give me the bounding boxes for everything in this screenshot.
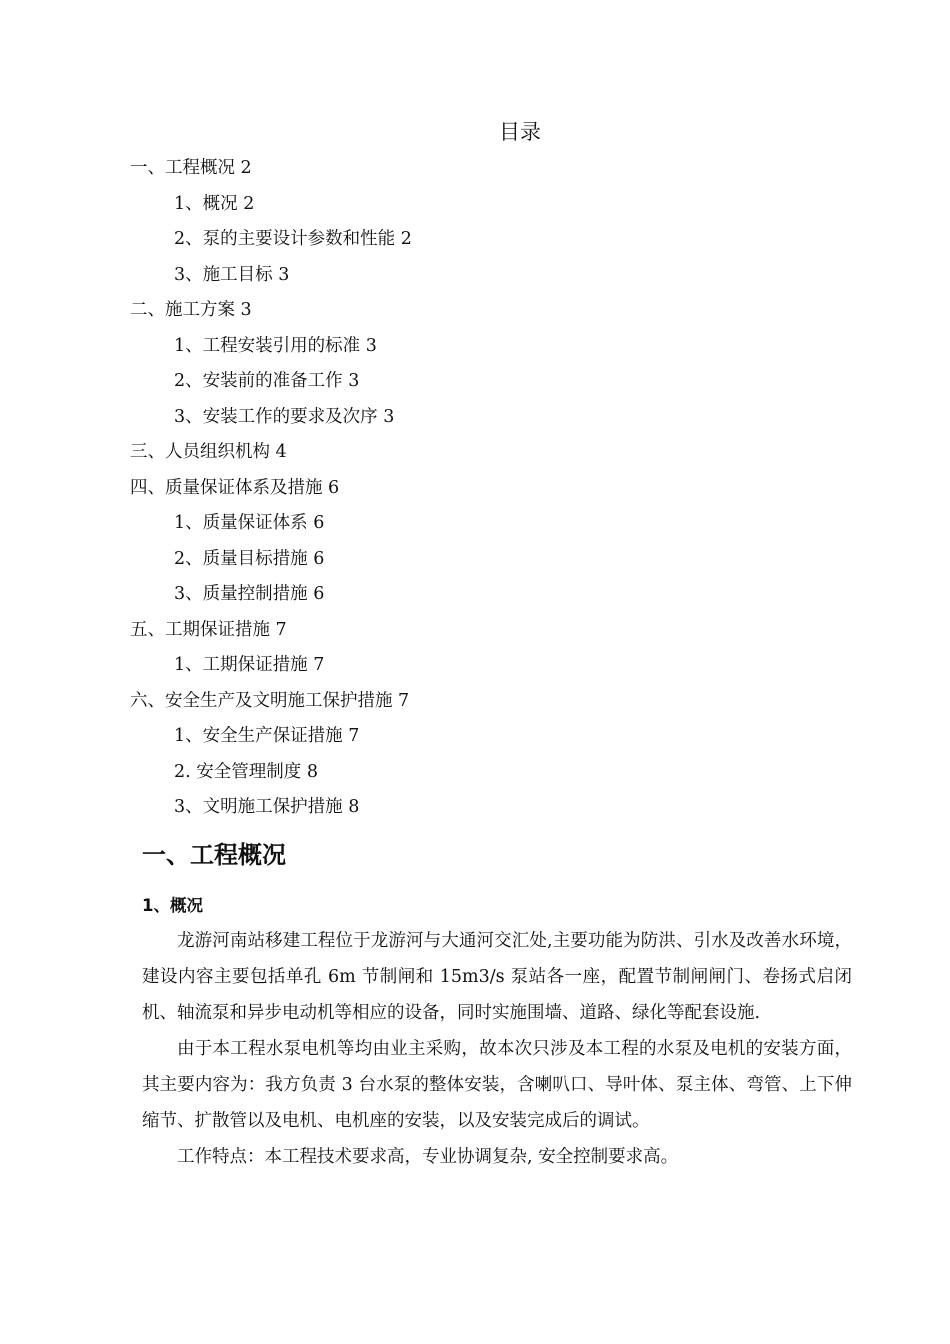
toc-item[interactable]: 1、概况 2 xyxy=(174,193,255,214)
toc-item[interactable]: 2、安装前的准备工作 3 xyxy=(174,371,360,391)
toc-title: 目录 xyxy=(499,120,541,144)
toc-item[interactable]: 六、安全生产及文明施工保护措施 7 xyxy=(130,690,410,711)
toc-item[interactable]: 一、工程概况 2 xyxy=(130,158,252,178)
paragraph: 龙游河南站移建工程位于龙游河与大通河交汇处,主要功能为防洪、引水及改善水环境，建设内容主要包括单孔 6m 节制闸和 15m3/s 泵站各一座，配置节制闸闸门、卷扬式启闭机、轴流泵和异步电动机等相应的设备，同时实施围墙、道路、绿化等配套设施. xyxy=(142,931,852,1023)
section-heading: 一、工程概况 xyxy=(142,841,286,869)
paragraph: 由于本工程水泵电机等均由业主采购，故本次只涉及本工程的水泵及电机的安装方面，其主要内容为：我方负责 3 台水泵的整体安装，含喇叭口、导叶体、泵主体、弯管、上下伸缩节、扩散管以及电机、电机座的安装，以及安装完成后的调试。 xyxy=(142,1039,852,1131)
toc-item[interactable]: 1、质量保证体系 6 xyxy=(174,513,325,533)
toc-item[interactable]: 3、质量控制措施 6 xyxy=(174,584,325,604)
toc-item[interactable]: 五、工期保证措施 7 xyxy=(130,619,287,640)
toc-item[interactable]: 四、质量保证体系及措施 6 xyxy=(130,477,340,498)
toc-item[interactable]: 2、质量目标措施 6 xyxy=(174,548,325,569)
section-body xyxy=(142,923,852,1175)
toc-item[interactable]: 3、文明施工保护措施 8 xyxy=(174,797,360,817)
table-of-contents xyxy=(130,152,412,827)
toc-item[interactable]: 三、人员组织机构 4 xyxy=(130,442,287,462)
toc-item[interactable]: 1、工程安装引用的标准 3 xyxy=(174,335,377,356)
toc-item[interactable]: 1、安全生产保证措施 7 xyxy=(174,726,360,746)
toc-item[interactable]: 1、工期保证措施 7 xyxy=(174,655,325,675)
subsection-heading: 1、概况 xyxy=(142,896,203,915)
toc-item[interactable]: 3、安装工作的要求及次序 3 xyxy=(174,406,395,427)
paragraph: 工作特点：本工程技术要求高，专业协调复杂, 安全控制要求高。 xyxy=(177,1147,679,1167)
toc-item[interactable]: 二、施工方案 3 xyxy=(130,300,252,320)
toc-item[interactable]: 2、泵的主要设计参数和性能 2 xyxy=(174,229,412,249)
toc-item[interactable]: 2. 安全管理制度 8 xyxy=(174,761,318,782)
toc-item[interactable]: 3、施工目标 3 xyxy=(174,264,290,285)
